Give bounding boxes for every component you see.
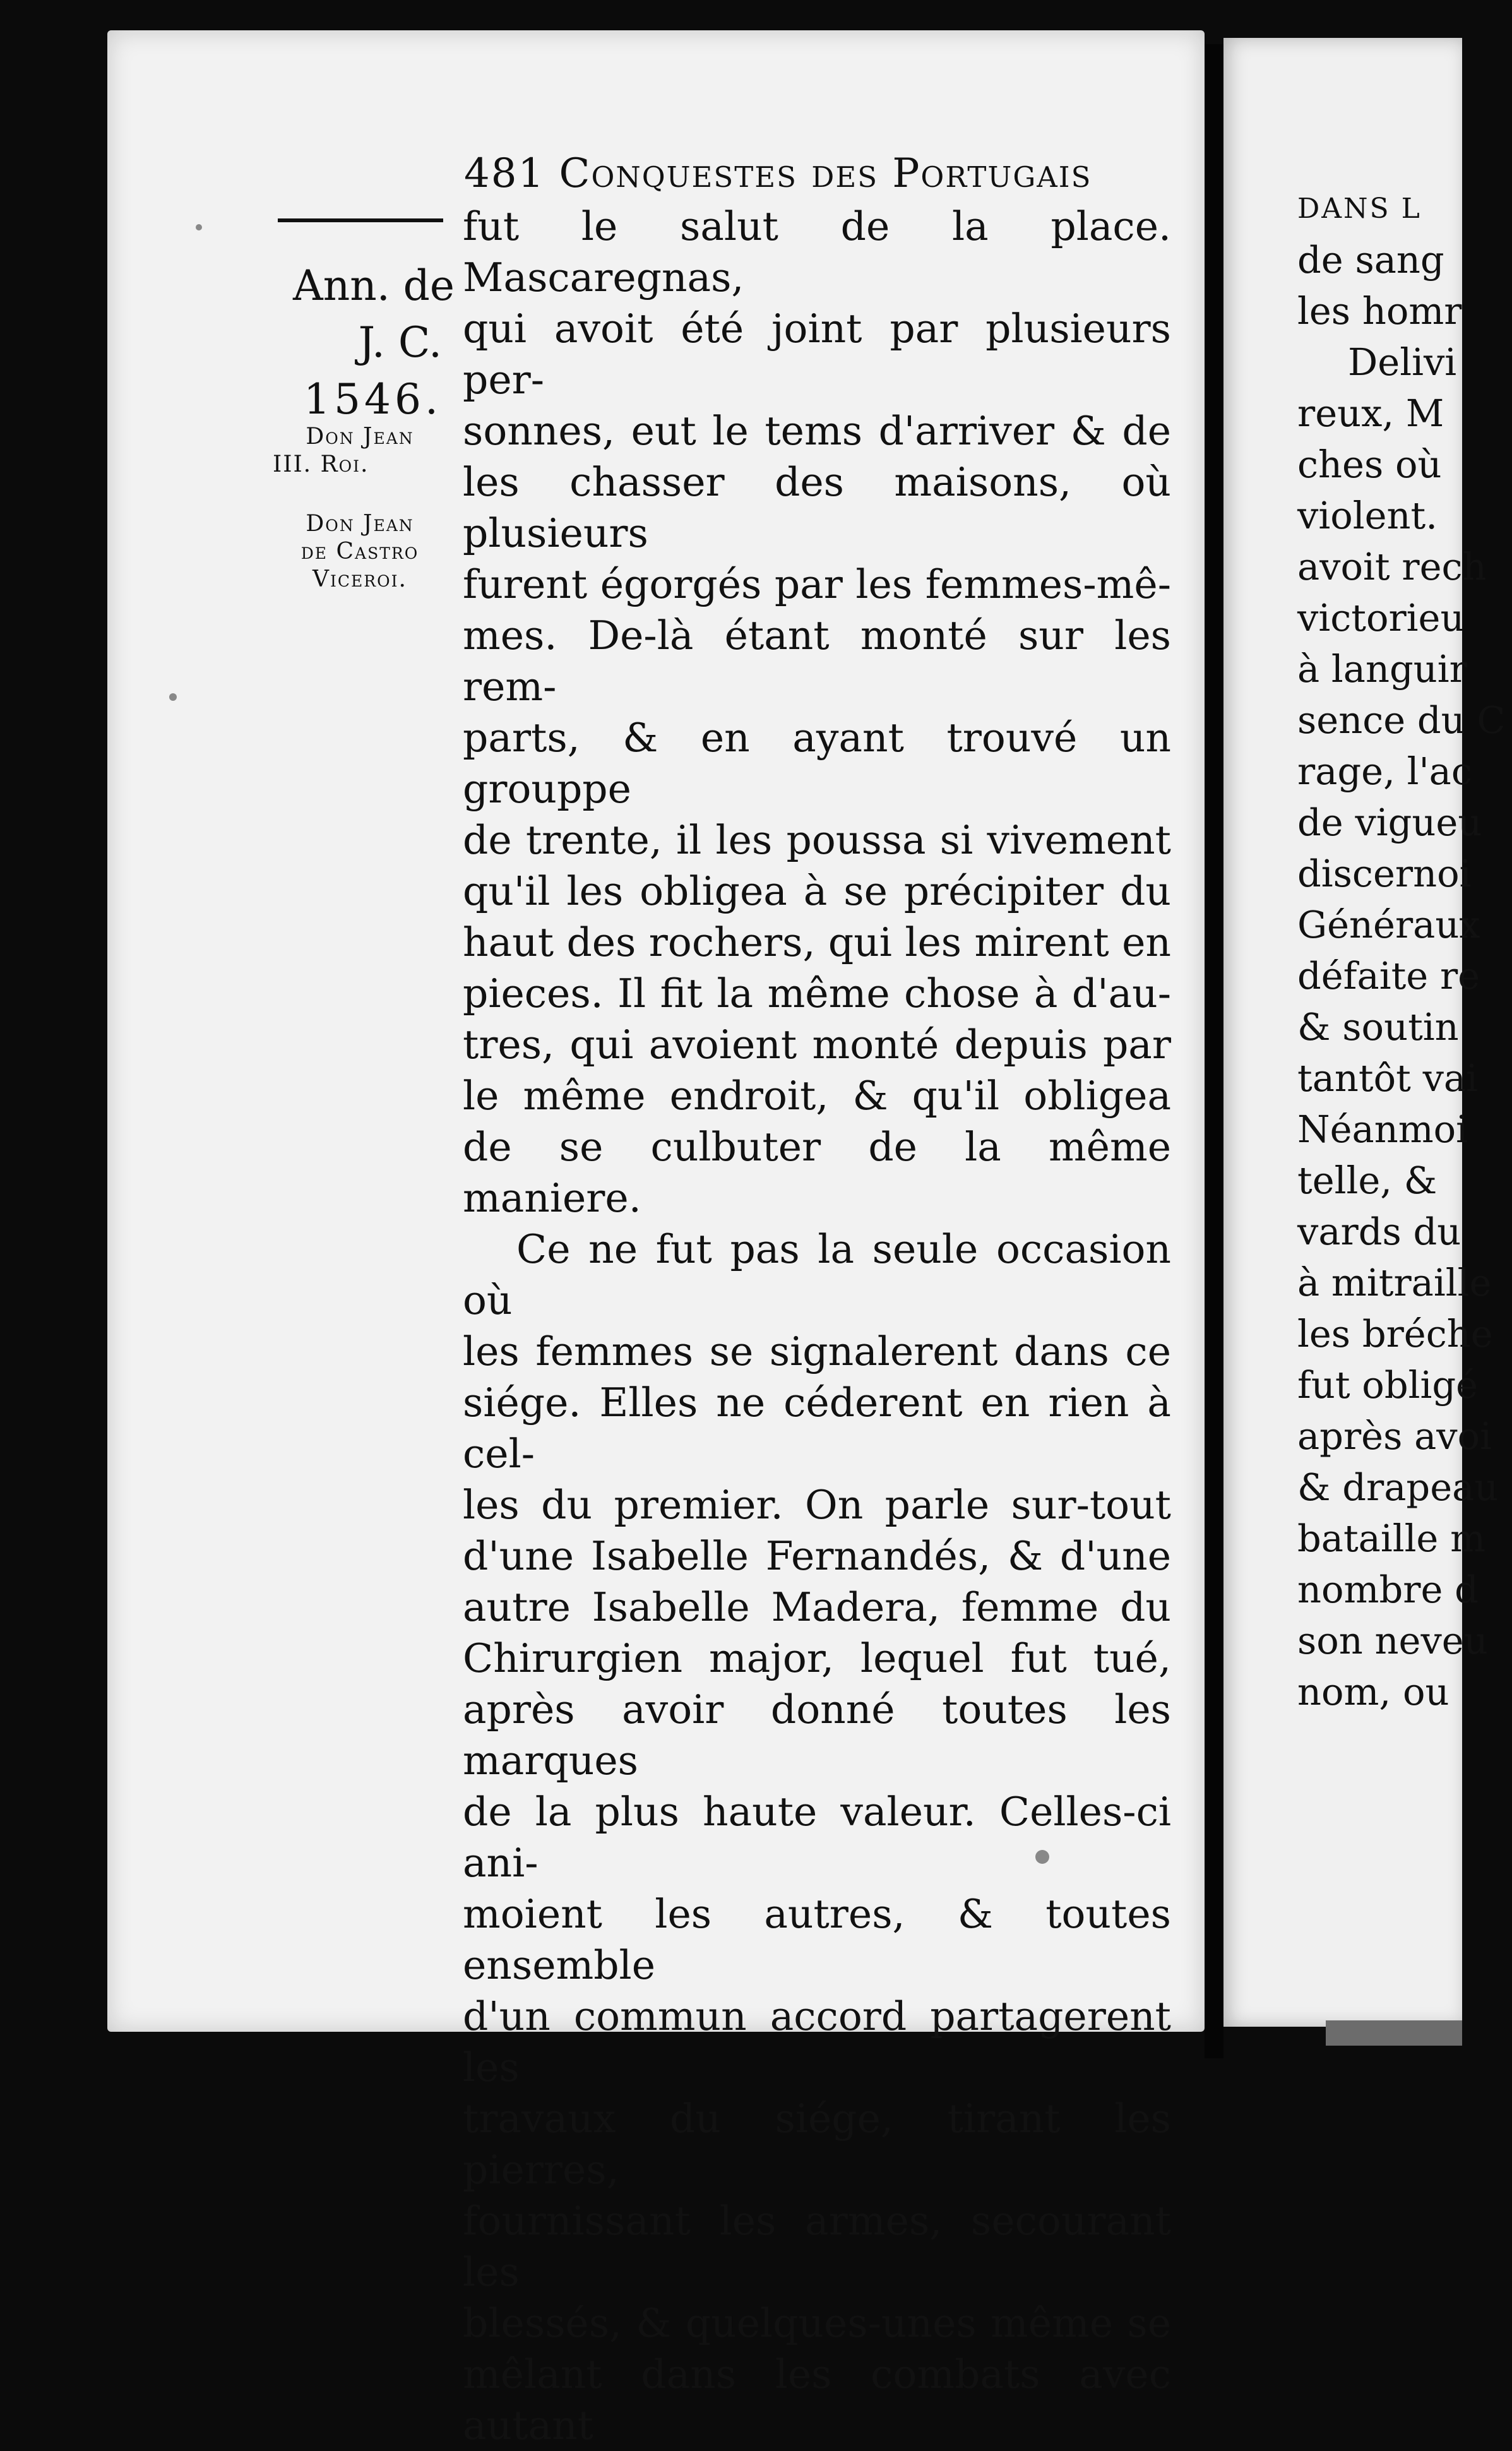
right-text-line: sence du C [1297, 698, 1506, 742]
right-text-line: de sang [1297, 238, 1444, 282]
running-header: 481 Conquestes des Portugais [464, 150, 1092, 197]
right-text-line: & drapeau [1297, 1465, 1499, 1509]
dust-speck [196, 224, 202, 230]
right-text-line: Généraux [1297, 903, 1480, 946]
right-text-line: fut obligé [1297, 1363, 1479, 1407]
right-text-line: violent. [1297, 494, 1438, 537]
text-line: de trente, il les poussa si vivement [463, 817, 1171, 863]
text-line: après avoir donné toutes les marques [463, 1686, 1171, 1784]
right-text-line: victorieu [1297, 596, 1465, 640]
text-line: qu'il les obligea à se précipiter du [463, 868, 1171, 914]
margin-year-line: Ann. de [293, 261, 455, 310]
margin-king-line: Don Jean [306, 424, 414, 450]
text-line: fut le salut de la place. Mascaregnas, [463, 203, 1171, 301]
right-text-line: son neveu [1297, 1619, 1488, 1662]
right-text-line: après avoi [1297, 1414, 1492, 1458]
text-line: les du premier. On parle sur-tout [463, 1482, 1171, 1528]
text-line: haut des rochers, qui les mirent en [463, 919, 1171, 965]
right-text-line: discernoi [1297, 852, 1472, 895]
margin-year-line: 1546. [304, 375, 442, 424]
right-text-line: reux, M [1297, 391, 1444, 435]
right-text-line: à languir [1297, 647, 1467, 691]
text-line: fournissant les armes, secourant les [463, 2198, 1171, 2295]
text-line: mes. De-là étant monté sur les rem- [463, 612, 1171, 710]
margin-king-note [265, 423, 455, 479]
right-text-line: de vigueu [1297, 801, 1482, 844]
margin-viceroy-note [265, 510, 455, 593]
right-text-line: défaite re [1297, 954, 1480, 998]
margin-year-note [265, 258, 455, 428]
text-line: Ce ne fut pas la seule occasion où [463, 1226, 1171, 1323]
text-line: pieces. Il fit la même chose à d'au- [463, 970, 1171, 1017]
right-text-line: Néanmoi [1297, 1107, 1468, 1151]
text-line: Chirurgien major, lequel fut tué, [463, 1635, 1171, 1681]
dust-speck [169, 693, 177, 701]
right-text-line: & soutin [1297, 1005, 1459, 1049]
right-text-line: à mitraille [1297, 1261, 1492, 1304]
margin-rule [278, 218, 443, 222]
text-line: d'une Isabelle Fernandés, & d'une [463, 1533, 1171, 1579]
text-line: siége. Elles ne céderent en rien à cel- [463, 1380, 1171, 1477]
text-line: de se culbuter de la même maniere. [463, 1124, 1171, 1221]
text-line: les femmes se signalerent dans ce [463, 1328, 1171, 1375]
margin-king-line: III. Roi. [273, 451, 369, 477]
page-edge-shadow [1326, 2020, 1462, 2046]
text-line: sonnes, eut le tems d'arriver & de [463, 408, 1171, 454]
right-text-line: les bréche [1297, 1312, 1493, 1356]
margin-year-line: J. C. [358, 318, 442, 367]
right-text-line: Delivi [1348, 340, 1457, 384]
text-line: parts, & en ayant trouvé un grouppe [463, 715, 1171, 812]
right-text-line: tantôt vai [1297, 1056, 1478, 1100]
text-line: furent égorgés par les femmes-mê- [463, 561, 1171, 607]
text-line: les chasser des maisons, où plusieurs [463, 459, 1171, 556]
book-gutter [1205, 44, 1223, 2058]
right-text-line: bataille m [1297, 1517, 1486, 1560]
right-text-line: nombre d [1297, 1568, 1479, 1611]
text-line: qui avoit été joint par plusieurs per- [463, 306, 1171, 403]
text-line: travaux du siége, tirant les pierres, [463, 2096, 1171, 2193]
right-page-text [1297, 183, 1512, 1717]
margin-viceroy-line: Viceroi. [313, 566, 407, 592]
text-line: moient les autres, & toutes ensemble [463, 1891, 1171, 1988]
text-line: autre Isabelle Madera, femme du [463, 1584, 1171, 1630]
margin-viceroy-line: Don Jean [306, 511, 414, 537]
right-text-line: les homr [1297, 289, 1462, 333]
right-text-line: ches où [1297, 443, 1442, 486]
right-text-line: vards du [1297, 1210, 1461, 1253]
right-text-line: telle, & [1297, 1159, 1438, 1202]
main-text-block [463, 201, 1171, 2451]
text-line: blessés, & quelques-unes même se [463, 2300, 1171, 2346]
text-line: le même endroit, & qu'il obligea [463, 1073, 1171, 1119]
text-line: d'un commun accord partagerent les [463, 1993, 1171, 2090]
margin-viceroy-line: de Castro [301, 539, 419, 564]
text-line: tres, qui avoient monté depuis par [463, 1022, 1171, 1068]
text-line: mêlant dans les combats avec autant [463, 2351, 1171, 2448]
right-text-line: rage, l'ac [1297, 749, 1472, 793]
right-text-line: nom, ou [1297, 1670, 1449, 1714]
right-text-line: avoit rech [1297, 545, 1487, 588]
text-line: de la plus haute valeur. Celles-ci ani- [463, 1789, 1171, 1886]
right-header-fragment: DANS L [1297, 193, 1422, 225]
